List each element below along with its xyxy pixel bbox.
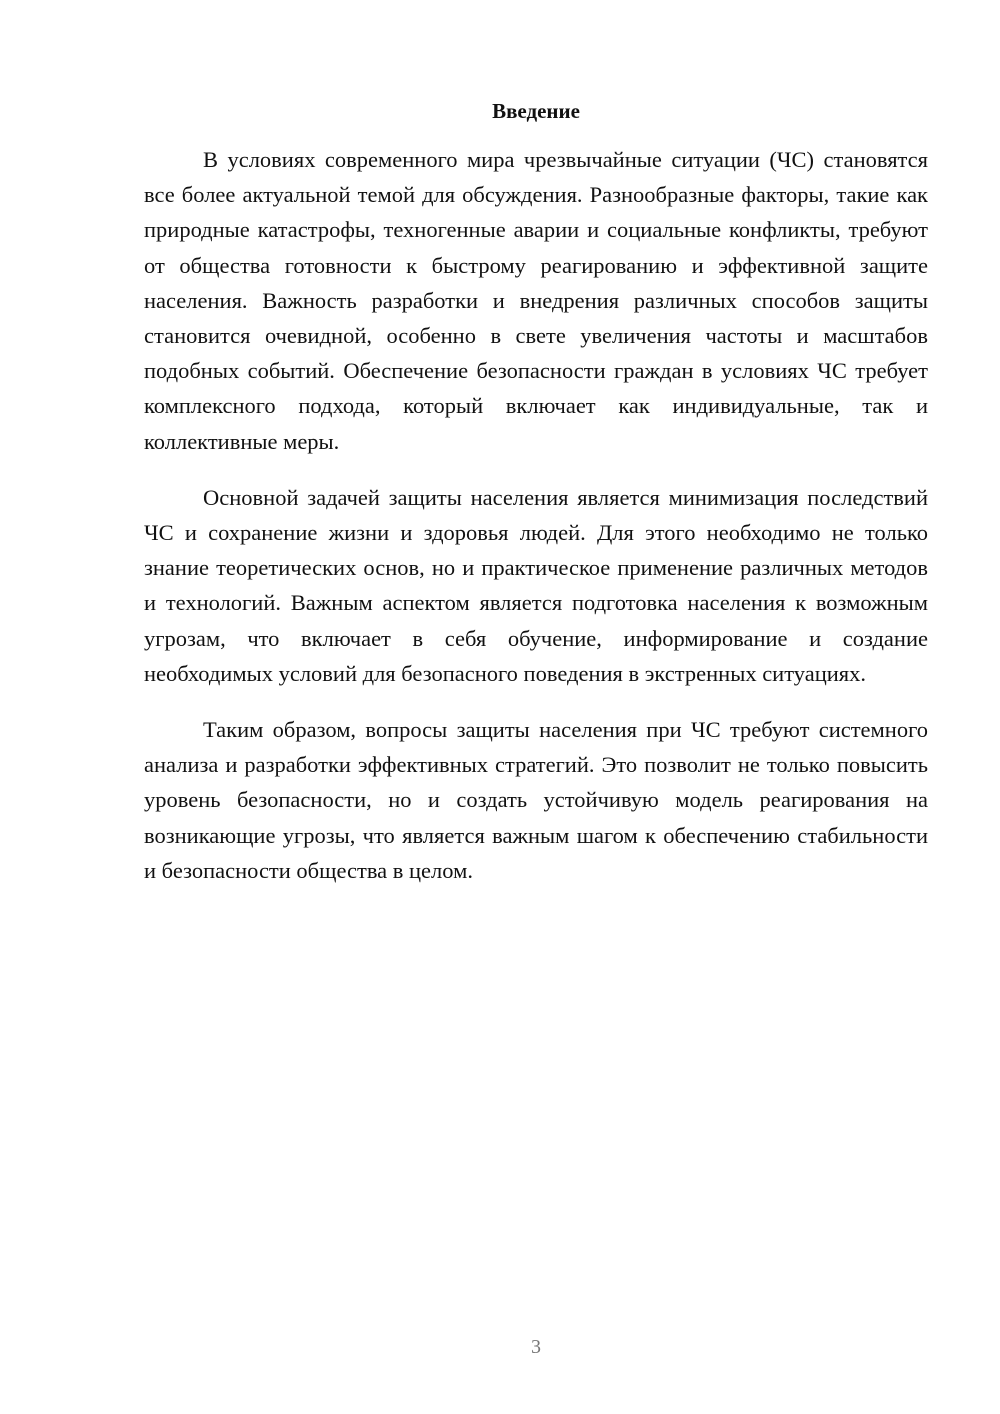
page-title: Введение: [492, 99, 580, 123]
paragraph-1: В условиях современного мира чрезвычайные ситуации (ЧС) становятся все более актуальной темой для обсуждения. Разнообразные факторы, такие как природные катастрофы, техногенные аварии и социальные конфликты, требуют от общества готовности к быстрому реагированию и эффективной защите населения. Важность разработки и внедрения различных способов защиты становится очевидной, особенно в свете увеличения частоты и масштабов подобных событий. Обеспечение безопасности граждан в условиях ЧС требует комплексного подхода, который включает как индивидуальные, так и коллективные меры.: [144, 147, 928, 454]
page-number: 3: [531, 1336, 541, 1358]
paragraph-3: Таким образом, вопросы защиты населения при ЧС требуют системного анализа и разработки эффективных стратегий. Это позволит не только повысить уровень безопасности, но и создать устойчивую модель реагирования на возникающие угрозы, что является важным шагом к обеспечению стабильности и безопасности общества в целом.: [144, 717, 928, 883]
document-body: [144, 142, 928, 909]
paragraph-2: Основной задачей защиты населения является минимизация последствий ЧС и сохранение жизни и здоровья людей. Для этого необходимо не только знание теоретических основ, но и практическое применение различных методов и технологий. Важным аспектом является подготовка населения к возможным угрозам, что включает в себя обучение, информирование и создание необходимых условий для безопасного поведения в экстренных ситуациях.: [144, 484, 928, 686]
